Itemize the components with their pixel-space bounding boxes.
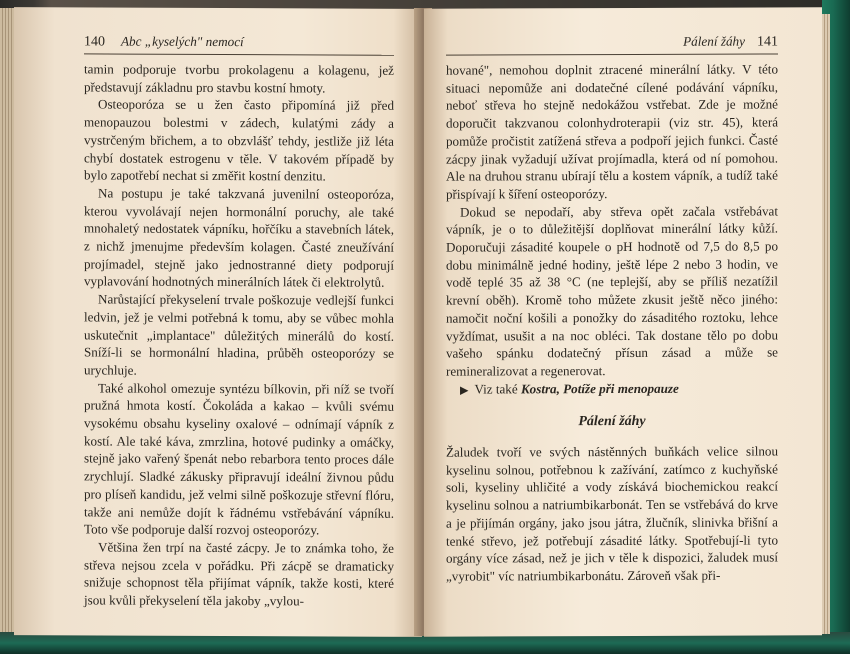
- paragraph: Narůstající překyselení trvale poškozuje vedlejší funkci ledvin, jež je velmi potřebná k tomu, aby se vůbec mohla uskutečnit „implantace" důležitých minerálů do kostí. Sníží-li se hormonální hladina, průběh osteoporózy se urychluje.: [84, 291, 394, 378]
- page-number: 140: [84, 34, 105, 50]
- left-page: [14, 7, 422, 637]
- left-body-text: [84, 60, 394, 610]
- page-number: 141: [757, 34, 778, 50]
- running-head-title: Abc „kyselých" nemocí: [121, 33, 244, 50]
- arrow-right-icon: ▶: [460, 384, 469, 397]
- see-also-line: [446, 379, 778, 400]
- page-stack-right: [822, 14, 830, 634]
- paragraph: Žaludek tvoří ve svých nástěnných buňkách velice silnou kyselinu solnou, potřebnou k zažívání, zatímco z kuchyňské soli, kyseliny uhličité a vody získává biochemickou reakcí kyselinu solnou a natriumbikarbonát. Ten se vstřebává do krve a je přijímán orgány, jako jsou játra, žlučník, slinivka břišní a tenké střevo, jež potřebují zásadité látky. Spotřebují-li tyto orgány více zásad, než je jich v těle k dispozici, žaludek musí „vyrobit" víc natriumbikarbonátu. Zároveň však při-: [446, 443, 778, 584]
- paragraph: Také alkohol omezuje syntézu bílkovin, při níž se tvoří pružná hmota kostí. Čokoláda a kakao – kvůli svému vysokému obsahu kyseliny oxalové – odnímají vápník z kostí. Ale také káva, zmrzlina, hotové pudinky a omáčky, stejně jako vařený špenát nebo rebarbora tento proces dále zrychlují. Sladké zákusky připravují ideální živnou půdu pro plíseň kandidu, jež velmi silně poškozuje střevní flóru, takže ani nemůže dojít k řádnému vstřebávání vápníku. Toto vše podporuje další rozvoj osteoporózy.: [84, 380, 394, 538]
- section-heading: Pálení žáhy: [578, 414, 646, 430]
- left-running-header: [84, 33, 394, 55]
- running-head-title: Pálení žáhy: [683, 33, 745, 49]
- paragraph: tamin podporuje tvorbu prokolagenu a kolagenu, jež představují základnu pro stavbu kostní hmoty.: [84, 61, 394, 96]
- paragraph: Většina žen trpí na časté zácpy. Je to známka toho, že střeva nejsou zcela v pořádku. Při zácpě se dramaticky snižuje schopnost těla přijímat vápník, takže kosti, které jsou kvůli překyselení těla jakoby „vylou-: [84, 539, 394, 609]
- see-also-prefix: Viz také: [474, 381, 518, 397]
- paragraph: Dokud se nepodaří, aby střeva opět začala vstřebávat vápník, je o to důležitější doplňovat minerální látky kůží. Doporučuji zásadité koupele o pH hodnotě od 7,5 do 8,5 po dobu minimálně jedné hodiny, ještě lépe 2 nebo 3 hodin, ve vodě teplé 35 až 38 °C (ne teplejší, aby se příliš nezatížil krevní oběh). Kromě toho můžete zkusit ještě něco jiného: namočit noční košili a ponožky do zásaditého roztoku, lehce vyždímat, usušit a na noc obléci. Tak dostane tělo po dobu vašeho spánku dodatečný přísun zásad a může se remineralizovat a regenerovat.: [446, 203, 778, 379]
- right-running-header: [446, 33, 778, 55]
- paragraph: Osteoporóza se u žen často připomíná již před menopauzou bolestmi v zádech, kulatými zády a vystrčeným břichem, a to obzvlášť tehdy, jestliže již léta chybí dostatek estrogenu v těle. V takovém případě by bylo zapotřebí nechat si změřit kostní denzitu.: [84, 96, 394, 184]
- right-page: [424, 7, 822, 636]
- right-body-text: [446, 60, 778, 585]
- paragraph: hované", nemohou doplnit ztracené minerální látky. V této situaci nepomůže ani dodatečné cílené podávání vápníku, neboť střeva ho stejně nedokážou vstřebat. Zde je možné doporučit takzvanou colonhydroterapii (viz str. 45), která pomůže pročistit zatížená střeva a podpoří jejich funkci. Časté zácpy jinak vyžadují užívat projímadla, která od ní pomohou. Ale na druhou stranu ubírají tělu a kostem vápník, a tudíž také přispívají k šíření osteoporózy.: [446, 61, 778, 202]
- see-also-refs: Kostra, Potíže při menopauze: [520, 380, 679, 397]
- paragraph: Na postupu je také takzvaná juvenilní osteoporóza, kterou vyvolávají nejen hormonální poruchy, ale také mnohaletý nedostatek vápníku, hořčíku a stavebních látek, z nichž jmenujme především kolagen. Časté zneužívání projímadel, stejně jako jednostranné diety podporují vyplavování hodnotných minerálních látek či elektrolytů.: [84, 185, 394, 291]
